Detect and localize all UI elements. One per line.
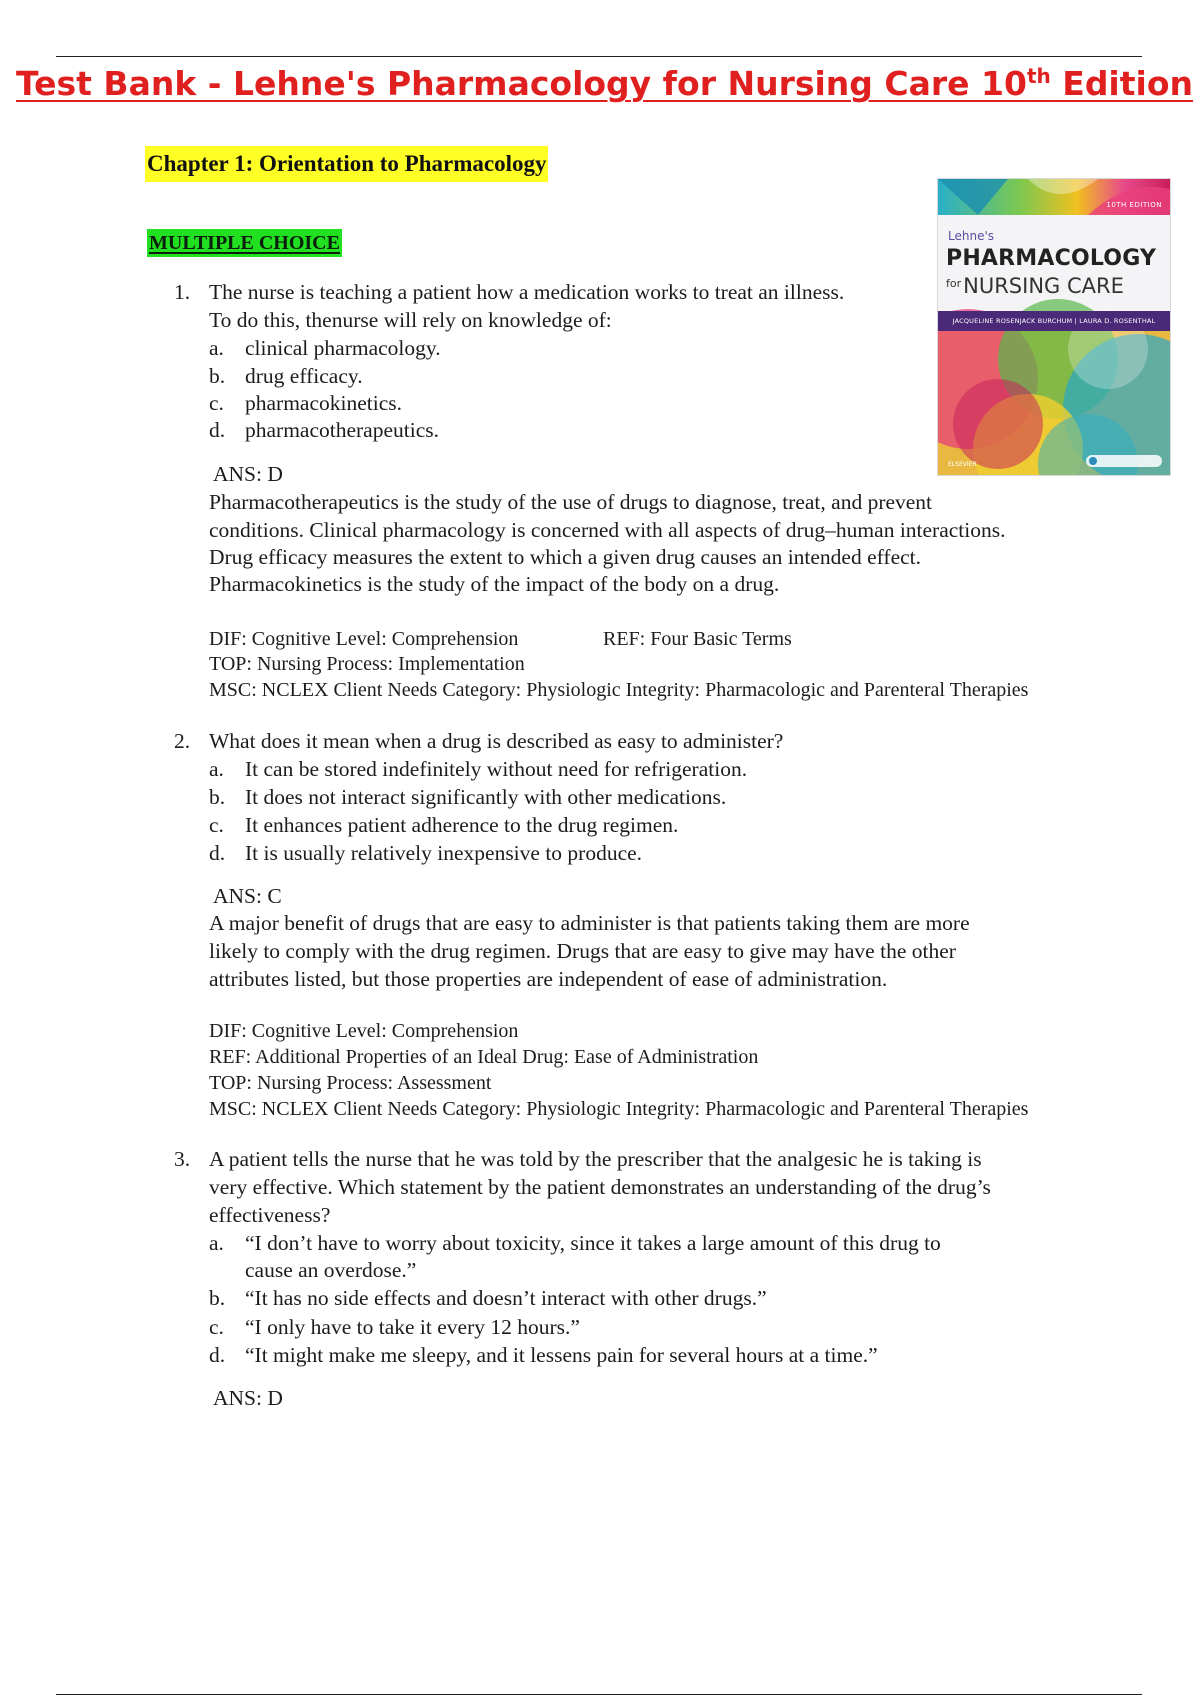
question-2-msc: MSC: NCLEX Client Needs Category: Physiologic Integrity: Pharmacologic and Parenteral Therapies xyxy=(209,1098,1029,1120)
section-label: MULTIPLE CHOICE xyxy=(147,229,342,257)
document-title: Test Bank - Lehne's Pharmacology for Nursing Care 10th Edition xyxy=(16,64,1193,103)
question-2-answer: ANS: C xyxy=(213,884,282,908)
question-1-option-c: pharmacokinetics. xyxy=(245,391,403,415)
question-1-option-b-letter: b. xyxy=(209,364,226,388)
cover-publisher: ELSEVIER xyxy=(948,461,977,468)
question-1-option-b: drug efficacy. xyxy=(245,364,363,388)
question-1-answer: ANS: D xyxy=(213,462,283,486)
question-2-option-a: It can be stored indefinitely without need for refrigeration. xyxy=(245,757,748,781)
cover-title: PHARMACOLOGY xyxy=(946,246,1157,271)
question-2-difficulty: DIF: Cognitive Level: Comprehension xyxy=(209,1020,519,1042)
question-1-option-d-letter: d. xyxy=(209,418,226,442)
question-1-number: 1. xyxy=(174,280,191,304)
question-3-number: 3. xyxy=(174,1147,191,1171)
question-1-option-a-letter: a. xyxy=(209,336,224,360)
question-3-answer: ANS: D xyxy=(213,1386,283,1410)
question-3-stem-line2: very effective. Which statement by the patient demonstrates an understanding of the drug’s xyxy=(209,1175,991,1199)
question-2-topic: TOP: Nursing Process: Assessment xyxy=(209,1072,492,1094)
question-1-topic: TOP: Nursing Process: Implementation xyxy=(209,653,525,675)
question-2-option-b: It does not interact significantly with other medications. xyxy=(245,785,727,809)
question-1-stem: The nurse is teaching a patient how a medication works to treat an illness. xyxy=(209,280,845,304)
question-3-stem: A patient tells the nurse that he was told by the prescriber that the analgesic he is taking is xyxy=(209,1147,982,1171)
question-1-explanation-line: Drug efficacy measures the extent to which a given drug causes an intended effect. xyxy=(209,545,922,569)
question-3-option-a: “I don’t have to worry about toxicity, since it takes a large amount of this drug to xyxy=(245,1231,941,1255)
question-1-option-a: clinical pharmacology. xyxy=(245,336,441,360)
question-1-difficulty: DIF: Cognitive Level: Comprehension xyxy=(209,628,519,650)
question-1-option-c-letter: c. xyxy=(209,391,224,415)
top-rule xyxy=(56,56,1142,57)
question-3-option-b: “It has no side effects and doesn’t interact with other drugs.” xyxy=(245,1286,767,1310)
question-2-option-d: It is usually relatively inexpensive to produce. xyxy=(245,841,643,865)
question-1-option-d: pharmacotherapeutics. xyxy=(245,418,440,442)
question-2-option-a-letter: a. xyxy=(209,757,224,781)
question-3-option-c-letter: c. xyxy=(209,1315,224,1339)
question-2-explanation-line: A major benefit of drugs that are easy to administer is that patients taking them are more xyxy=(209,911,970,935)
question-2-reference: REF: Additional Properties of an Ideal Drug: Ease of Administration xyxy=(209,1046,759,1068)
cover-edition: 10TH EDITION xyxy=(1106,201,1162,209)
book-cover-image xyxy=(937,178,1171,476)
question-1-explanation-line: conditions. Clinical pharmacology is concerned with all aspects of drug–human interactions. xyxy=(209,518,1006,542)
bottom-rule xyxy=(56,1694,1142,1695)
question-1-stem-line2: To do this, thenurse will rely on knowledge of: xyxy=(209,308,612,332)
question-3-option-d: “It might make me sleepy, and it lessens pain for several hours at a time.” xyxy=(245,1343,878,1367)
question-2-explanation-line: attributes listed, but those properties are independent of ease of administration. xyxy=(209,967,888,991)
question-2-explanation-line: likely to comply with the drug regimen. Drugs that are easy to give may have the other xyxy=(209,939,956,963)
question-3-stem-line3: effectiveness? xyxy=(209,1203,331,1227)
cover-subtitle: $^{for}$NURSING CARE xyxy=(946,274,1124,298)
question-2-option-c: It enhances patient adherence to the drug regimen. xyxy=(245,813,679,837)
chapter-heading: Chapter 1: Orientation to Pharmacology xyxy=(145,146,548,182)
question-1-explanation-line: Pharmacotherapeutics is the study of the use of drugs to diagnose, treat, and prevent xyxy=(209,490,933,514)
question-2-option-d-letter: d. xyxy=(209,841,226,865)
question-3-option-b-letter: b. xyxy=(209,1286,226,1310)
question-2-option-b-letter: b. xyxy=(209,785,226,809)
cover-author-line: Lehne's xyxy=(948,229,995,243)
question-3-option-a-letter: a. xyxy=(209,1231,224,1255)
question-2-stem: What does it mean when a drug is described as easy to administer? xyxy=(209,729,784,753)
question-3-option-a-line2: cause an overdose.” xyxy=(245,1258,417,1282)
question-3-option-d-letter: d. xyxy=(209,1343,226,1367)
question-1-reference: REF: Four Basic Terms xyxy=(603,628,792,650)
question-2-number: 2. xyxy=(174,729,191,753)
question-2-option-c-letter: c. xyxy=(209,813,224,837)
cover-authors: JACQUELINE ROSENJACK BURCHUM | LAURA D. ROSENTHAL xyxy=(938,311,1170,331)
question-3-option-c: “I only have to take it every 12 hours.” xyxy=(245,1315,580,1339)
question-1-msc: MSC: NCLEX Client Needs Category: Physiologic Integrity: Pharmacologic and Parenteral Therapies xyxy=(209,679,1029,701)
question-1-explanation-line: Pharmacokinetics is the study of the impact of the body on a drug. xyxy=(209,572,780,596)
